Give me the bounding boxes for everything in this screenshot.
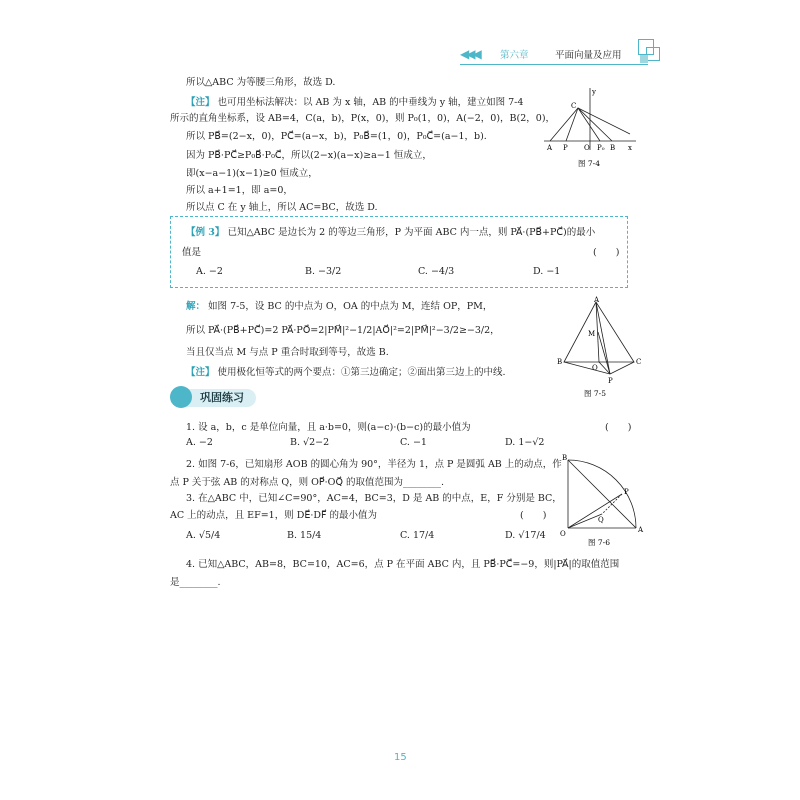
label-p: P: [563, 144, 568, 152]
segment-cp0: [578, 108, 600, 141]
exercise-3-cont: AC 上的动点，且 EF=1，则 DE⃗·DF⃗ 的最小值为: [170, 510, 377, 521]
exercise-1: 1. 设 a，b，c 是单位向量，且 a·b=0，则(a−c)·(b−c)的最小值为: [186, 422, 471, 433]
option-c: C. −1: [400, 437, 427, 448]
label-x: x: [628, 144, 632, 152]
note-tag: 【注】: [186, 367, 215, 378]
text-line: 所以 PB⃗=(2−x，0)，PC⃗=(a−x，b)，P₀B⃗=(1，0)，P₀C⃗=(a−1，b).: [186, 131, 487, 142]
option-d: D. −1: [533, 266, 561, 277]
option-b: B. 15/4: [287, 530, 322, 541]
example-line: [186, 224, 595, 238]
section-title: 巩固练习: [184, 389, 256, 407]
option-a: A. −2: [196, 266, 223, 277]
figure-caption: 图 7-5: [584, 389, 606, 398]
example-line: 值是: [182, 247, 202, 258]
solution-line: 当且仅当点 M 与点 P 重合时取到等号，故选 B.: [186, 347, 389, 358]
solution-text: 如图 7-5，设 BC 的中点为 O，OA 的中点为 M，连结 OP，PM，: [208, 301, 493, 312]
figure-7-4: [540, 86, 640, 170]
label-o: O: [584, 144, 590, 152]
segment: [578, 108, 630, 134]
text-line: 所以△ABC 为等腰三角形，故选 D.: [186, 77, 336, 88]
chapter-label: 第六章: [500, 50, 529, 61]
note-line: [186, 364, 506, 378]
header-arrows-icon: ◀◀◀: [460, 47, 479, 61]
section-header: [170, 386, 270, 410]
label-o: O: [560, 530, 566, 538]
label-p0: P₀: [597, 144, 605, 152]
page-number: 15: [394, 752, 407, 763]
label-m: M: [588, 330, 596, 338]
segment-bp: [564, 362, 610, 374]
option-b: B. −3/2: [305, 266, 342, 277]
label-o: O: [592, 364, 598, 372]
option-a: A. √5/4: [186, 530, 221, 541]
note-line: [186, 94, 523, 108]
option-b: B. √2−2: [290, 437, 330, 448]
option-a: A. −2: [186, 437, 213, 448]
text-line: 所以点 C 在 y 轴上，所以 AC=BC，故选 D.: [186, 202, 378, 213]
option-d: D. 1−√2: [505, 437, 545, 448]
exercise-3: 3. 在△ABC 中，已知∠C=90°，AC=4，BC=3，D 是 AB 的中点，E，F 分别是 BC，: [186, 493, 562, 504]
figure-caption: 图 7-6: [588, 538, 610, 547]
label-c: C: [636, 358, 642, 366]
pencil-icon: [170, 386, 192, 408]
exercise-2-cont: 点 P 关于弦 AB 的对称点 Q，则 OP⃗·OQ⃗ 的取值范围为________.: [170, 477, 444, 488]
text-line: 即(x−a−1)(x−1)≥0 恒成立，: [186, 168, 318, 179]
header-square-icon: [640, 55, 648, 63]
answer-paren: ( ): [605, 422, 632, 433]
label-a: A: [547, 144, 553, 152]
solution-line: 所以 PA⃗·(PB⃗+PC⃗)=2 PA⃗·PO⃗=2|PM⃗|²−1/2|AO⃗|²=2|PM⃗|²−3/2≥−3/2，: [186, 325, 500, 336]
label-b: B: [562, 454, 568, 462]
label-a: A: [638, 526, 644, 534]
text-line: 所示的直角坐标系，设 AB=4，C(a，b)，P(x，0)，则 P₀(1，0)，A(−2，0)，B(2，0)，: [170, 113, 556, 124]
answer-paren: ( ): [593, 247, 620, 258]
header-rule: [460, 64, 648, 65]
note-tag: 【注】: [186, 97, 215, 108]
page-header: [460, 42, 660, 64]
label-c: C: [571, 102, 577, 110]
label-b: B: [557, 358, 563, 366]
label-a: A: [594, 296, 600, 304]
option-c: C. −4/3: [418, 266, 455, 277]
label-q: Q: [598, 516, 604, 524]
example-text: 已知△ABC 是边长为 2 的等边三角形，P 为平面 ABC 内一点，则 PA⃗·(PB⃗+PC⃗)的最小: [227, 227, 596, 238]
figure-7-5: [554, 296, 644, 400]
note-text: 也可用坐标法解决：以 AB 为 x 轴，AB 的中垂线为 y 轴，建立如图 7-4: [217, 97, 524, 108]
solution-tag: 解：: [186, 301, 206, 312]
exercise-2: 2. 如图 7-6，已知扇形 AOB 的圆心角为 90°，半径为 1，点 P 是圆弧 AB 上的动点，作: [186, 459, 562, 470]
header-square-icon: [646, 47, 660, 61]
segment-cp: [566, 108, 578, 141]
exercise-4-cont: 是________.: [170, 577, 221, 588]
figure-7-6: [558, 452, 648, 550]
segment-oq: [568, 514, 602, 528]
option-c: C. 17/4: [400, 530, 435, 541]
exercise-4: 4. 已知△ABC，AB=8，BC=10，AC=6，点 P 在平面 ABC 内，且 PB⃗·PC⃗=−9，则|PA⃗|的取值范围: [186, 559, 620, 570]
segment-op: [568, 494, 622, 528]
label-b: B: [610, 144, 616, 152]
chapter-title: 平面向量及应用: [555, 50, 622, 61]
label-p: P: [608, 377, 613, 385]
figure-caption: 图 7-4: [578, 159, 600, 168]
option-d: D. √17/4: [505, 530, 546, 541]
note-text: 使用极化恒等式的两个要点：①第三边确定；②面出第三边上的中线.: [217, 367, 506, 378]
triangle-abc: [564, 302, 634, 362]
text-line: 所以 a+1=1，即 a=0，: [186, 185, 293, 196]
example-tag: 【例 3】: [186, 227, 225, 238]
solution-line: [186, 298, 492, 312]
answer-paren: ( ): [520, 510, 547, 521]
label-y: y: [592, 88, 596, 96]
text-line: 因为 PB⃗·PC⃗≥P₀B⃗·P₀C⃗，所以(2−x)(a−x)≥a−1 恒成立，: [186, 150, 432, 161]
segment-cp: [610, 362, 634, 374]
label-p: P: [624, 488, 629, 496]
